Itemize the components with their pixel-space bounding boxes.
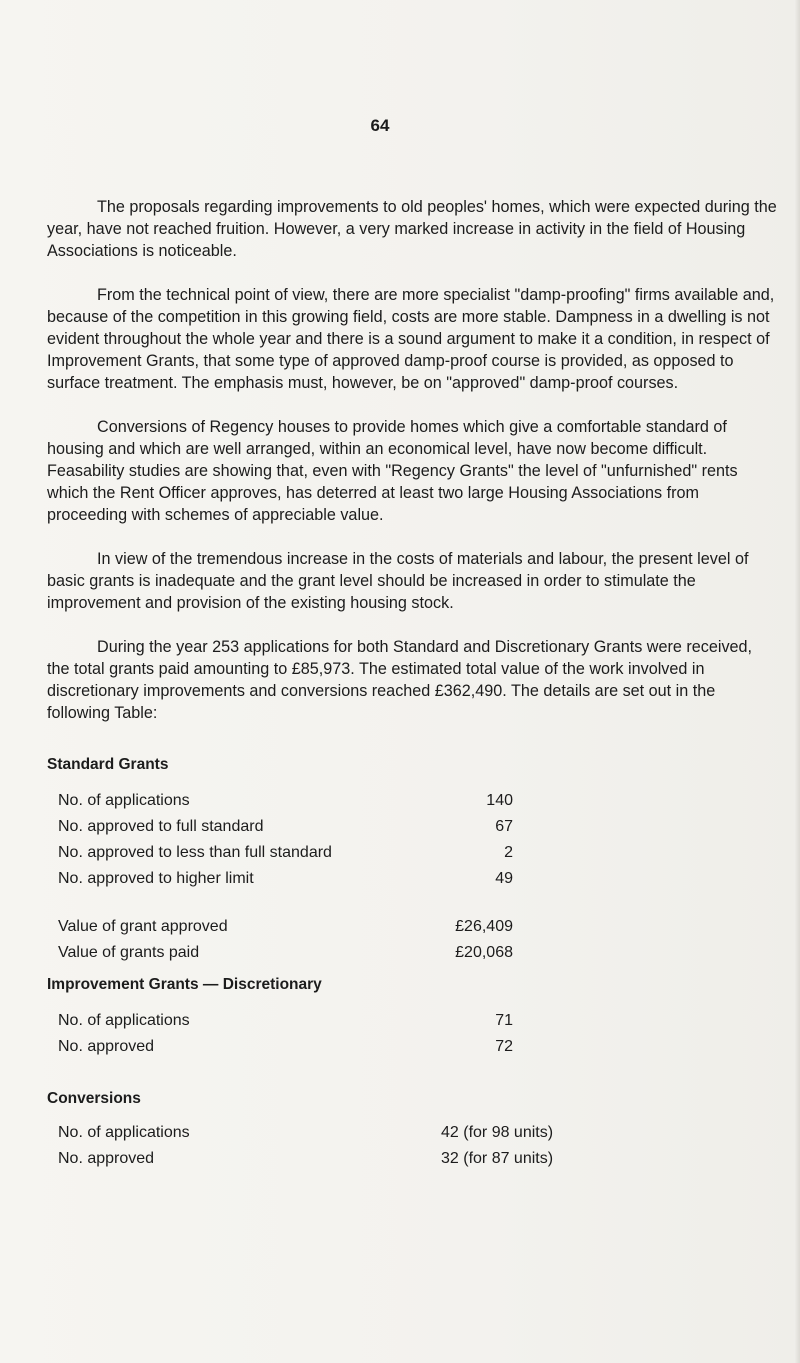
stat-value: 2	[504, 844, 513, 861]
stat-label: Value of grant approved	[58, 918, 228, 935]
table-row	[47, 914, 777, 940]
page-edge-shadow	[794, 0, 800, 1363]
stat-label: No. approved to less than full standard	[58, 844, 332, 861]
page-number: 64	[370, 116, 390, 135]
paragraph-old-peoples-homes: The proposals regarding improvements to old peoples' homes, which were expected during the year, have not reached fruition. However, a very marked increase in activity in the field of Housing Associations is noticeable.	[47, 198, 777, 260]
paragraph-grant-levels: In view of the tremendous increase in the costs of materials and labour, the present level of basic grants is inadequate and the grant level should be increased in order to stimulate the improvement and provision of the existing housing stock.	[47, 550, 749, 612]
stat-value: 49	[495, 870, 513, 887]
paragraph-damp-proofing: From the technical point of view, there are more specialist "damp-proofing" firms available and, because of the competition in this growing field, costs are more stable. Dampness in a dwelling is not evident throughout the whole year and there is a sound argument to make it a condition, in respect of Improvement Grants, that some type of approved damp-proof course is provided, as opposed to surface treatment. The emphasis must, however, be on "approved" damp-proof courses.	[47, 286, 775, 392]
document-body	[47, 196, 777, 1172]
stat-label: No. approved to higher limit	[58, 870, 254, 887]
table-row	[47, 1120, 777, 1146]
conversions-heading: Conversions	[47, 1090, 141, 1107]
table-row	[47, 866, 777, 892]
stat-label: No. approved	[58, 1038, 155, 1055]
stat-label: No. of applications	[58, 1012, 190, 1029]
table-row	[47, 1034, 777, 1060]
paragraph-regency-conversions: Conversions of Regency houses to provide homes which give a comfortable standard of housing and which are well arranged, within an economical level, have now become difficult. Feasability studies are showing that, even with "Regency Grants" the level of "unfurnished" rents which the Rent Officer approves, has deterred at least two large Housing Associations from proceeding with schemes of appreciable value.	[47, 418, 738, 524]
stat-label: Value of grants paid	[58, 944, 200, 961]
stat-value: 71	[495, 1012, 513, 1029]
table-row	[47, 940, 777, 966]
stat-label: No. approved	[58, 1150, 155, 1167]
table-row	[47, 1008, 777, 1034]
table-row	[47, 1146, 777, 1172]
stat-value: £20,068	[455, 944, 513, 961]
stat-value: 42 (for 98 units)	[441, 1124, 554, 1141]
discretionary-grants-heading: Improvement Grants — Discretionary	[47, 976, 322, 993]
stat-label: No. of applications	[58, 792, 190, 809]
stat-label: No. approved to full standard	[58, 818, 264, 835]
stat-label: No. of applications	[58, 1124, 190, 1141]
table-row	[47, 840, 777, 866]
table-row	[47, 788, 777, 814]
stat-value: £26,409	[455, 918, 513, 935]
stat-value: 72	[495, 1038, 513, 1055]
standard-grants-heading: Standard Grants	[47, 756, 169, 773]
stat-value: 140	[486, 792, 513, 809]
table-row	[47, 814, 777, 840]
paragraph-applications-summary: During the year 253 applications for both Standard and Discretionary Grants were received, the total grants paid amounting to £85,973. The estimated total value of the work involved in discretionary improvements and conversions reached £362,490. The details are set out in the following Table:	[47, 638, 753, 722]
stat-value: 32 (for 87 units)	[441, 1150, 554, 1167]
stat-value: 67	[495, 818, 513, 835]
